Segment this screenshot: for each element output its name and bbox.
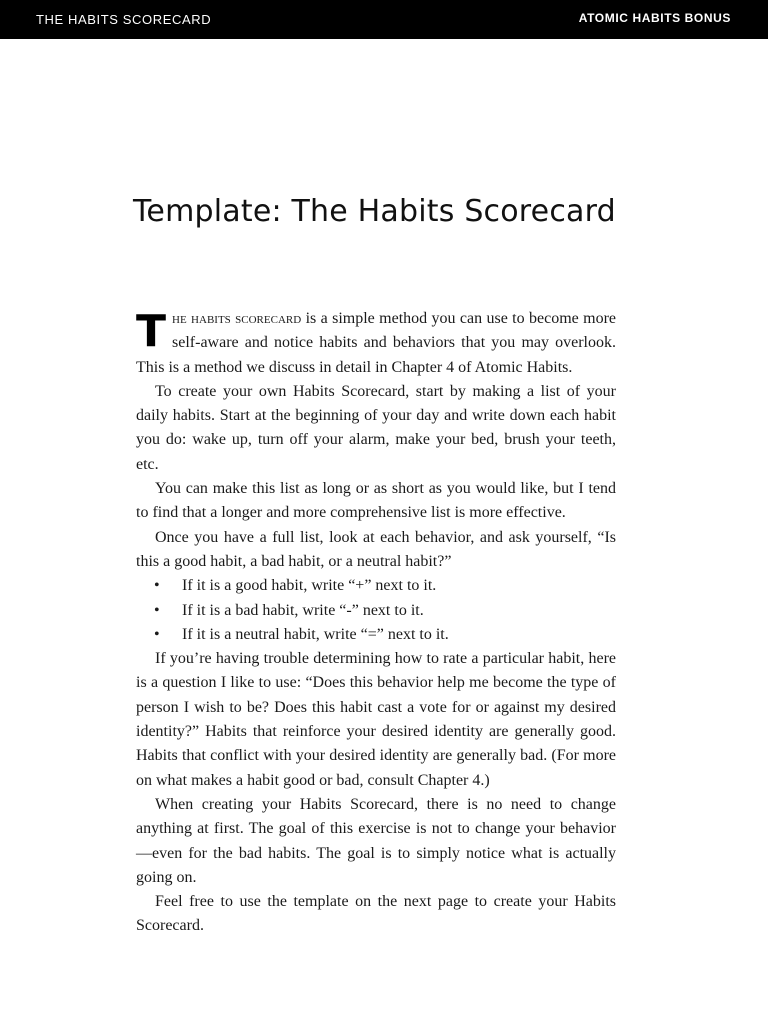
intro-text: is a simple method you can use to become more self-aware and notice habits and behaviors that you may overlook. This is a method we discuss in detail in Chapter 4 of Atomic Habits. bbox=[136, 310, 617, 376]
intro-smallcaps: he habits scorecard bbox=[172, 310, 302, 327]
running-header bbox=[0, 0, 768, 39]
paragraph-ask-yourself: Once you have a full list, look at each behavior, and ask yourself, “Is this a good habit, a bad habit, or a neutral habit?” bbox=[136, 528, 616, 570]
bullet-marker: • bbox=[154, 601, 160, 619]
drop-cap: T bbox=[136, 306, 167, 357]
bullet-marker: • bbox=[154, 625, 160, 643]
header-book-title: ATOMIC HABITS BONUS bbox=[578, 11, 731, 25]
list-item bbox=[136, 599, 616, 623]
list-item bbox=[136, 574, 616, 598]
header-section-title: THE HABITS SCORECARD bbox=[36, 12, 212, 27]
list-item-text: If it is a good habit, write “+” next to it. bbox=[182, 577, 437, 595]
paragraph-list-length: You can make this list as long or as short as you would like, but I tend to find that a longer and more comprehensive list is more effective. bbox=[136, 480, 616, 522]
paragraph-create-list: To create your own Habits Scorecard, start by making a list of your daily habits. Start at the beginning of your day and write down each habit you do: wake up, turn off your alarm, make your bed, brush your teeth, etc. bbox=[136, 382, 616, 473]
intro-paragraph bbox=[136, 307, 616, 380]
paragraph-no-change: When creating your Habits Scorecard, there is no need to change anything at first. The goal of this exercise is not to change your behavior—even for the bad habits. The goal is to simply notice what is actually going on. bbox=[136, 795, 616, 886]
paragraph-template-note: Feel free to use the template on the next page to create your Habits Scorecard. bbox=[136, 893, 616, 935]
page-title: Template: The Habits Scorecard bbox=[133, 194, 616, 229]
list-item-text: If it is a bad habit, write “-” next to it. bbox=[182, 601, 424, 619]
list-item-text: If it is a neutral habit, write “=” next to it. bbox=[182, 625, 449, 643]
bullet-marker: • bbox=[154, 577, 160, 595]
list-item bbox=[136, 623, 616, 647]
rating-list bbox=[136, 574, 616, 647]
paragraph-rating-question: If you’re having trouble determining how to rate a particular habit, here is a question I like to use: “Does this behavior help me become the type of person I wish to be? Does this habit cast a vote for or against my desired identity?” Habits that reinforce your desired identity are generally good. Habits that conflict with your desired identity are generally bad. (For more on what makes a habit good or bad, consult Chapter 4.) bbox=[136, 650, 616, 789]
body-text bbox=[136, 307, 616, 939]
